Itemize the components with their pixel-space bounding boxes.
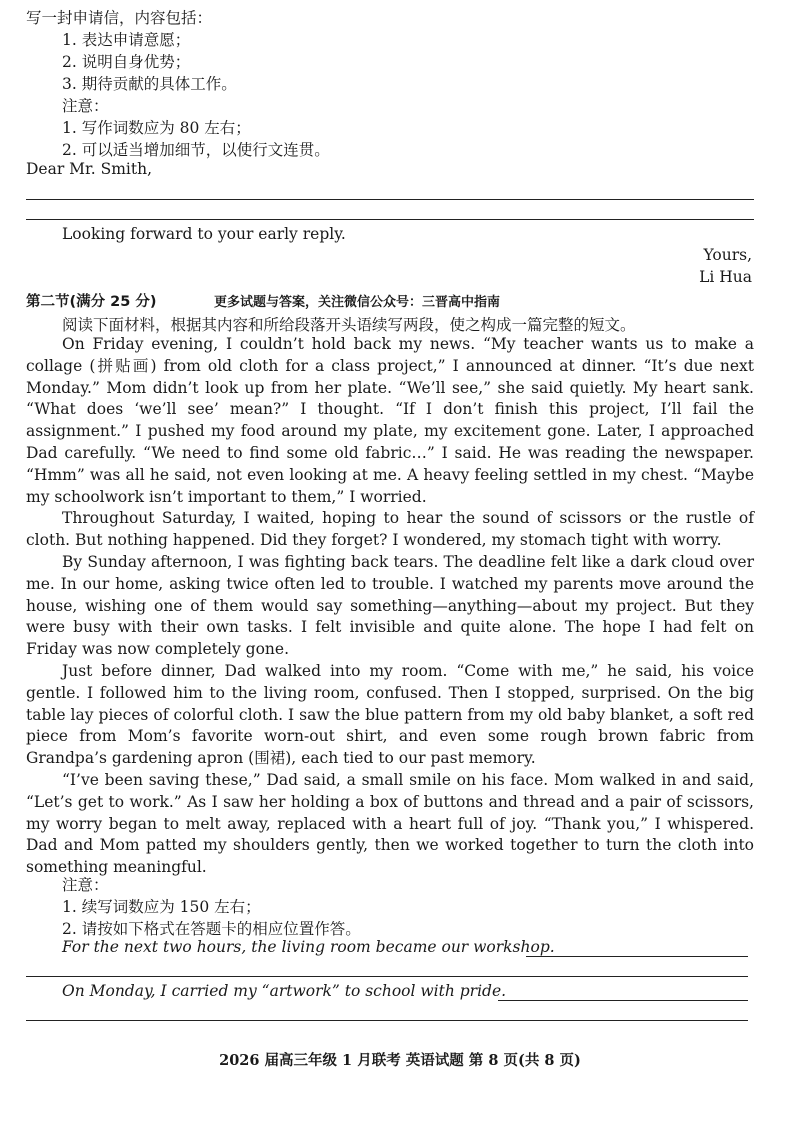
continuation-prompt-1: For the next two hours, the living room became our workshop. xyxy=(62,938,555,956)
answer-line-prompt-2 xyxy=(498,1000,748,1001)
writing-line-2 xyxy=(26,219,754,220)
section2-instruction: 阅读下面材料，根据其内容和所给段落开头语续写两段，使之构成一篇完整的短文。 xyxy=(62,316,636,334)
section2-note-2: 2. 请按如下格式在答题卡的相应位置作答。 xyxy=(62,920,361,938)
story-paragraph-1: On Friday evening, I couldn’t hold back my news. “My teacher wants us to make a collage (拼贴画) from old cloth for a class project,” I announced at dinner. “It’s due next Monday.” Mom didn’t look up from her plate. “We’ll see,” she said quietly. My heart sank. “What does ‘we’ll see’ mean?” I thought. “If I don’t finish this project, I’ll fail the assignment.” I pushed my food around my plate, my excitement gone. Later, I approached Dad carefully. “We need to find some old fabric…” I said. He was reading the newspaper. “Hmm” was all he said, not even looking at me. A heavy feeling settled in my chest. “Maybe my schoolwork isn’t important to them,” I worried. xyxy=(26,335,754,506)
page-footer: 2026 届高三年级 1 月联考 英语试题 第 8 页(共 8 页) xyxy=(219,1052,581,1069)
answer-line-2 xyxy=(26,1020,748,1021)
section2-heading: 第二节(满分 25 分) xyxy=(26,294,157,310)
task1-note-label: 注意： xyxy=(62,97,109,115)
task1-item-2: 2. 说明自身优势； xyxy=(62,53,191,71)
letter-closing: Looking forward to your early reply. xyxy=(62,225,346,243)
section2-note-1: 1. 续写词数应为 150 左右； xyxy=(62,898,261,916)
task1-note-2: 2. 可以适当增加细节，以使行文连贯。 xyxy=(62,141,330,159)
task1-instruction: 写一封申请信，内容包括： xyxy=(26,9,213,27)
task1-item-3: 3. 期待贡献的具体工作。 xyxy=(62,75,237,93)
continuation-prompt-2: On Monday, I carried my “artwork” to school with pride. xyxy=(62,982,507,1000)
task1-item-1: 1. 表达申请意愿； xyxy=(62,31,191,49)
letter-signature: Li Hua xyxy=(699,268,752,286)
story-paragraph-5: “I’ve been saving these,” Dad said, a small smile on his face. Mom walked in and said, “Let’s get to work.” As I saw her holding a box of buttons and thread and a pair of scissors, my worry began to melt away, replaced with a heart full of joy. “Thank you,” I whispered. Dad and Mom patted my shoulders gently, then we worked together to turn the cloth into something meaningful. xyxy=(26,770,754,877)
story-text xyxy=(26,334,754,879)
letter-sign-off: Yours, xyxy=(703,246,752,264)
story-paragraph-4: Just before dinner, Dad walked into my room. “Come with me,” he said, his voice gentle. I followed him to the living room, confused. Then I stopped, surprised. On the big table lay pieces of colorful cloth. I saw the blue pattern from my old baby blanket, a soft red piece from Mom’s favorite worn-out shirt, and even some rough brown fabric from Grandpa’s gardening apron (围裙), each tied to our past memory. xyxy=(26,661,754,768)
writing-line-1 xyxy=(26,199,754,200)
story-paragraph-2: Throughout Saturday, I waited, hoping to hear the sound of scissors or the rustle of cloth. But nothing happened. Did they forget? I wondered, my stomach tight with worry. xyxy=(26,509,754,550)
answer-line-prompt-1 xyxy=(526,956,748,957)
promo-text: 更多试题与答案，关注微信公众号：三晋高中指南 xyxy=(214,295,501,310)
section2-note-label: 注意： xyxy=(62,876,109,894)
answer-line-1 xyxy=(26,976,748,977)
letter-salutation: Dear Mr. Smith, xyxy=(26,160,153,178)
story-paragraph-3: By Sunday afternoon, I was fighting back tears. The deadline felt like a dark cloud over me. In our home, asking twice often led to trouble. I watched my parents move around the house, wishing one of them would say something—anything—about my project. But they were busy with their own tasks. I felt invisible and quite alone. The hope I had felt on Friday was now completely gone. xyxy=(26,552,754,659)
task1-note-1: 1. 写作词数应为 80 左右； xyxy=(62,119,251,137)
